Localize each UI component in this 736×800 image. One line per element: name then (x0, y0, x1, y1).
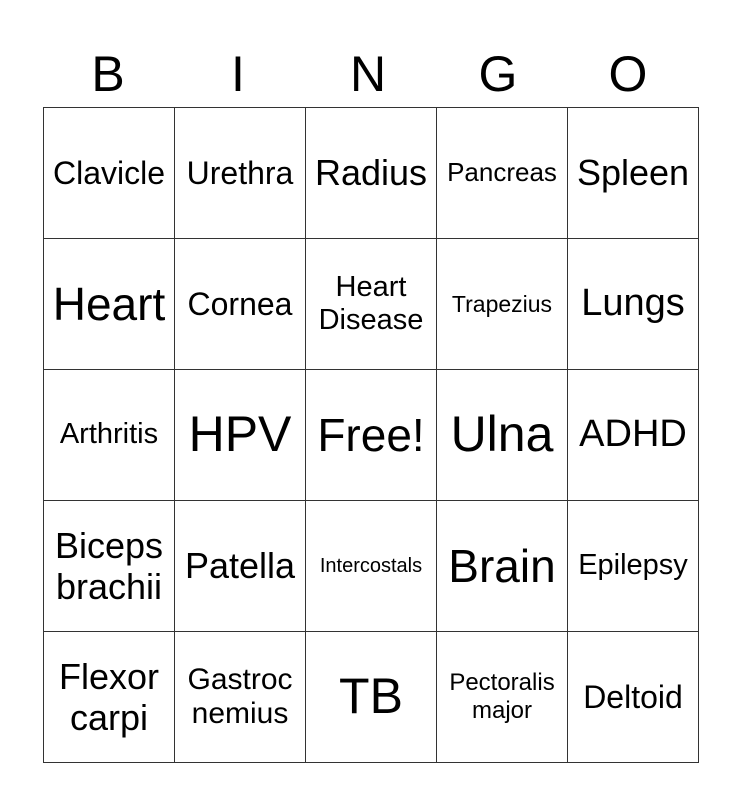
header-letter-g: G (478, 46, 518, 102)
bingo-cell[interactable] (306, 632, 437, 763)
bingo-cell-label: Biceps brachii (54, 524, 164, 607)
bingo-cell-label: Clavicle (52, 154, 166, 191)
bingo-cell[interactable] (175, 632, 306, 763)
bingo-cell-label: Epilepsy (578, 549, 688, 582)
bingo-header (43, 40, 693, 108)
bingo-cell[interactable] (44, 108, 175, 239)
bingo-cell-label: Free! (317, 408, 425, 461)
bingo-cell-label: Pectoralis major (449, 669, 555, 724)
bingo-cell-label: Arthritis (59, 418, 159, 451)
bingo-cell-label: Gastroc nemius (187, 662, 293, 730)
header-letter-o: O (608, 46, 648, 102)
bingo-cell-label: HPV (188, 406, 292, 463)
bingo-board (43, 107, 699, 763)
bingo-cell[interactable] (44, 632, 175, 763)
bingo-cell[interactable] (175, 501, 306, 632)
bingo-cell-label: Lungs (581, 282, 685, 325)
bingo-cell[interactable] (437, 239, 568, 370)
bingo-cell-label: Trapezius (451, 290, 553, 317)
bingo-cell-label: Heart Disease (318, 270, 424, 336)
bingo-cell[interactable] (437, 501, 568, 632)
board-row (44, 501, 699, 632)
bingo-cell[interactable] (437, 632, 568, 763)
board-row (44, 239, 699, 370)
bingo-cell-label: Ulna (450, 406, 554, 463)
bingo-cell[interactable] (44, 239, 175, 370)
bingo-cell-label: Spleen (576, 152, 690, 194)
board-row (44, 108, 699, 239)
bingo-cell[interactable] (568, 501, 699, 632)
bingo-cell[interactable] (306, 370, 437, 501)
header-letter-i: I (231, 46, 245, 102)
bingo-cell-label: Heart (52, 277, 166, 330)
bingo-cell[interactable] (437, 108, 568, 239)
bingo-cell-label: Flexor carpi (58, 655, 160, 738)
bingo-cell[interactable] (306, 501, 437, 632)
bingo-cell[interactable] (568, 108, 699, 239)
bingo-cell[interactable] (568, 370, 699, 501)
bingo-cell[interactable] (44, 501, 175, 632)
bingo-cell-label: TB (339, 668, 403, 725)
header-letter-b: B (91, 46, 125, 102)
bingo-cell[interactable] (437, 370, 568, 501)
board-row (44, 632, 699, 763)
board-row (44, 370, 699, 501)
bingo-cell-label: Patella (184, 545, 296, 587)
bingo-cell-label: Pancreas (447, 157, 557, 188)
bingo-cell-label: Radius (314, 152, 428, 194)
bingo-cell-label: Cornea (187, 285, 293, 322)
bingo-cell[interactable] (306, 239, 437, 370)
bingo-cell-label: Urethra (186, 154, 294, 191)
bingo-cell-label: Brain (448, 539, 556, 592)
bingo-cell[interactable] (175, 108, 306, 239)
bingo-cell[interactable] (568, 239, 699, 370)
bingo-cell-label: ADHD (579, 413, 687, 456)
header-letter-n: N (349, 46, 387, 102)
bingo-cell[interactable] (568, 632, 699, 763)
bingo-cell[interactable] (175, 370, 306, 501)
bingo-cell[interactable] (306, 108, 437, 239)
bingo-cell-label: Deltoid (583, 678, 683, 715)
bingo-cell[interactable] (175, 239, 306, 370)
bingo-cell[interactable] (44, 370, 175, 501)
bingo-cell-label: Intercostals (319, 554, 423, 577)
